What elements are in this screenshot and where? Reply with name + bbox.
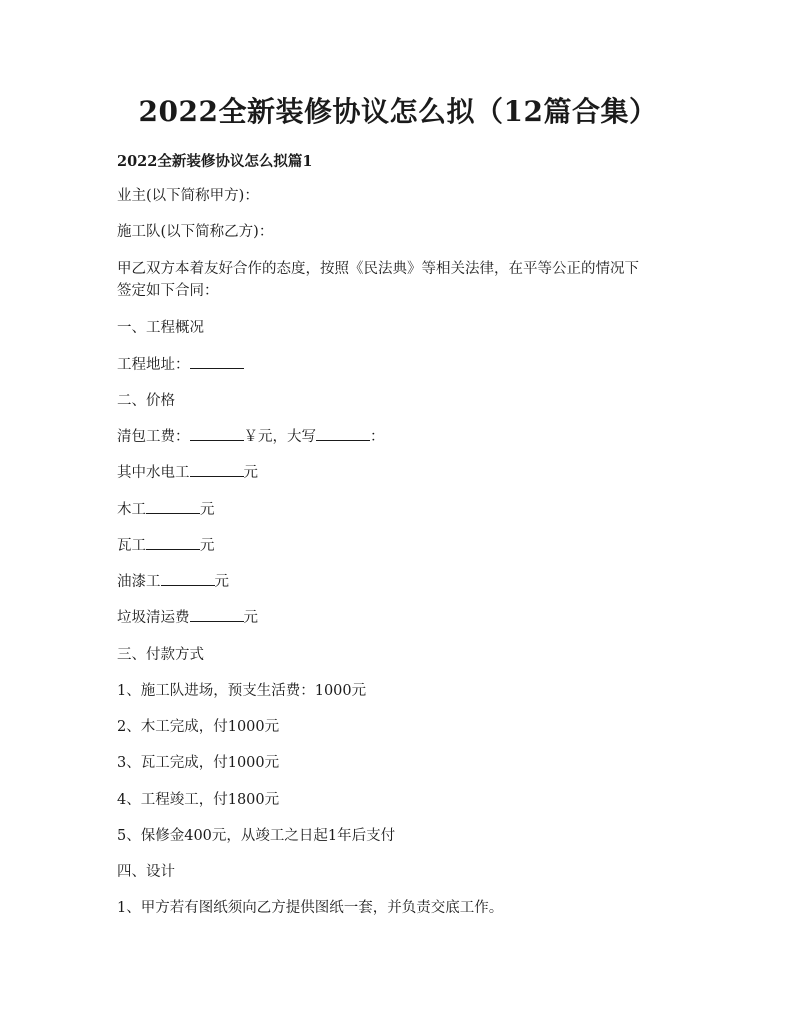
- document-title: 2022全新装修协议怎么拟（12篇合集）: [138, 95, 658, 128]
- painting-blank: [161, 571, 215, 586]
- section-2-heading: 二、价格: [117, 393, 175, 409]
- tiling-label: 瓦工: [117, 538, 146, 554]
- payment-item-5: 5、保修金400元，从竣工之日起1年后支付: [117, 828, 396, 844]
- package-fee-blank: [190, 426, 244, 441]
- carpentry-line: [117, 499, 682, 521]
- plumbing-blank: [190, 462, 244, 477]
- section-4-heading: 四、设计: [117, 864, 175, 880]
- garbage-unit: 元: [243, 610, 258, 626]
- carpentry-label: 木工: [117, 502, 146, 518]
- painting-label: 油漆工: [117, 574, 161, 590]
- address-line: [117, 354, 682, 376]
- design-item-1: 1、甲方若有图纸须向乙方提供图纸一套，并负责交底工作。: [117, 900, 504, 916]
- painting-unit: 元: [214, 574, 229, 590]
- tiling-line: [117, 535, 682, 557]
- payment-item-1: 1、施工队进场，预支生活费：1000元: [117, 683, 367, 699]
- carpentry-blank: [146, 499, 200, 514]
- package-fee-line: [117, 426, 682, 448]
- payment-item-4: 4、工程竣工，付1800元: [117, 792, 280, 808]
- section-1-heading: 一、工程概况: [117, 320, 204, 336]
- section-3-heading: 三、付款方式: [117, 647, 204, 663]
- plumbing-line: [117, 462, 682, 484]
- garbage-line: [117, 607, 682, 629]
- package-fee-end: ：: [370, 429, 385, 445]
- tiling-unit: 元: [200, 538, 215, 554]
- painting-line: [117, 571, 682, 593]
- document-subtitle: 2022全新装修协议怎么拟篇1: [117, 153, 313, 170]
- tiling-blank: [146, 535, 200, 550]
- owner-line: 业主(以下简称甲方)：: [117, 188, 259, 204]
- payment-item-3: 3、瓦工完成，付1000元: [117, 755, 280, 771]
- payment-item-2: 2、木工完成，付1000元: [117, 719, 280, 735]
- address-blank: [190, 354, 244, 369]
- garbage-blank: [190, 607, 244, 622]
- carpentry-unit: 元: [200, 502, 215, 518]
- intro-line-1: 甲乙双方本着友好合作的态度，按照《民法典》等相关法律，在平等公正的情况下: [117, 261, 639, 277]
- intro-line-2: 签定如下合同：: [117, 283, 219, 299]
- package-fee-words-blank: [316, 426, 370, 441]
- plumbing-unit: 元: [243, 465, 258, 481]
- address-label: 工程地址：: [117, 357, 190, 373]
- package-fee-label: 清包工费：: [117, 429, 190, 445]
- intro-paragraph: [117, 258, 682, 302]
- package-fee-yuan: ￥元，大写: [243, 429, 316, 445]
- contractor-line: 施工队(以下简称乙方)：: [117, 224, 274, 240]
- plumbing-label: 其中水电工: [117, 465, 190, 481]
- garbage-label: 垃圾清运费: [117, 610, 190, 626]
